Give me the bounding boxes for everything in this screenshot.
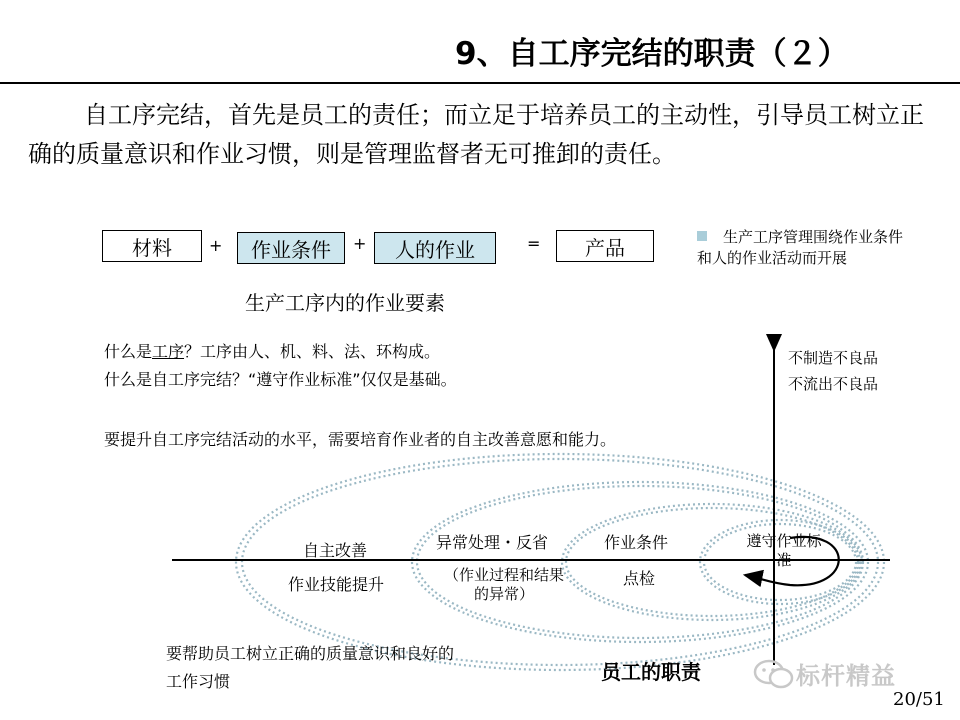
human-work-box: 人的作业 [374,232,496,264]
label-work-conditions: 作业条件 [604,533,669,552]
intro-paragraph-text: 自工序完结，首先是员工的责任；而立足于培养员工的主动性，引导员工树立正确的质量意识和作业习惯，则是管理监督者无可推卸的责任。 [28,101,924,168]
label-self-improve: 自主改善 [303,541,368,560]
equation-caption: 生产工序内的作业要素 [245,291,445,315]
label-comply-standard: 遵守作业标准 [746,532,822,569]
plus-sign-2: + [353,234,367,253]
page-number: 20/51 [893,689,945,710]
watermark [752,656,896,691]
equals-sign: = [527,234,541,253]
bottom-left-text: 要帮助员工树立正确的质量意识和良好的工作习惯 [166,644,455,691]
slide-title: 9、自工序完结的职责（２） [455,36,849,72]
question-3: 要提升自工序完结活动的水平，需要培育作业者的自主改善意愿和能力。 [104,430,617,449]
question-1-prefix: 什么是 [104,342,153,361]
brand-name: 标杆精益 [796,662,896,690]
plus-sign-1: + [209,236,223,255]
no-defect-pass: 不流出不良品 [788,375,879,393]
question-2: 什么是自工序完结？“遵守作业标准”仅仅是基础。 [104,370,457,389]
label-abnormal-sub: （作业过程和结果的异常） [443,566,564,603]
side-note-text: 生产工序管理围绕作业条件和人的作业活动而开展 [697,228,904,267]
label-abnormal: 异常处理・反省 [436,533,549,552]
label-inspect: 点检 [623,569,656,588]
wechat-icon [752,657,796,691]
no-defect-make: 不制造不良品 [788,349,879,367]
work-conditions-box: 作业条件 [237,232,345,264]
employee-responsibility: 员工的职责 [601,660,701,684]
product-box: 产品 [556,230,654,262]
question-1-term: 工序 [152,342,185,361]
question-1-rest: ？工序由人、机、料、法、环构成。 [184,342,441,361]
material-box: 材料 [102,230,202,262]
label-skill-up: 作业技能提升 [288,575,385,594]
